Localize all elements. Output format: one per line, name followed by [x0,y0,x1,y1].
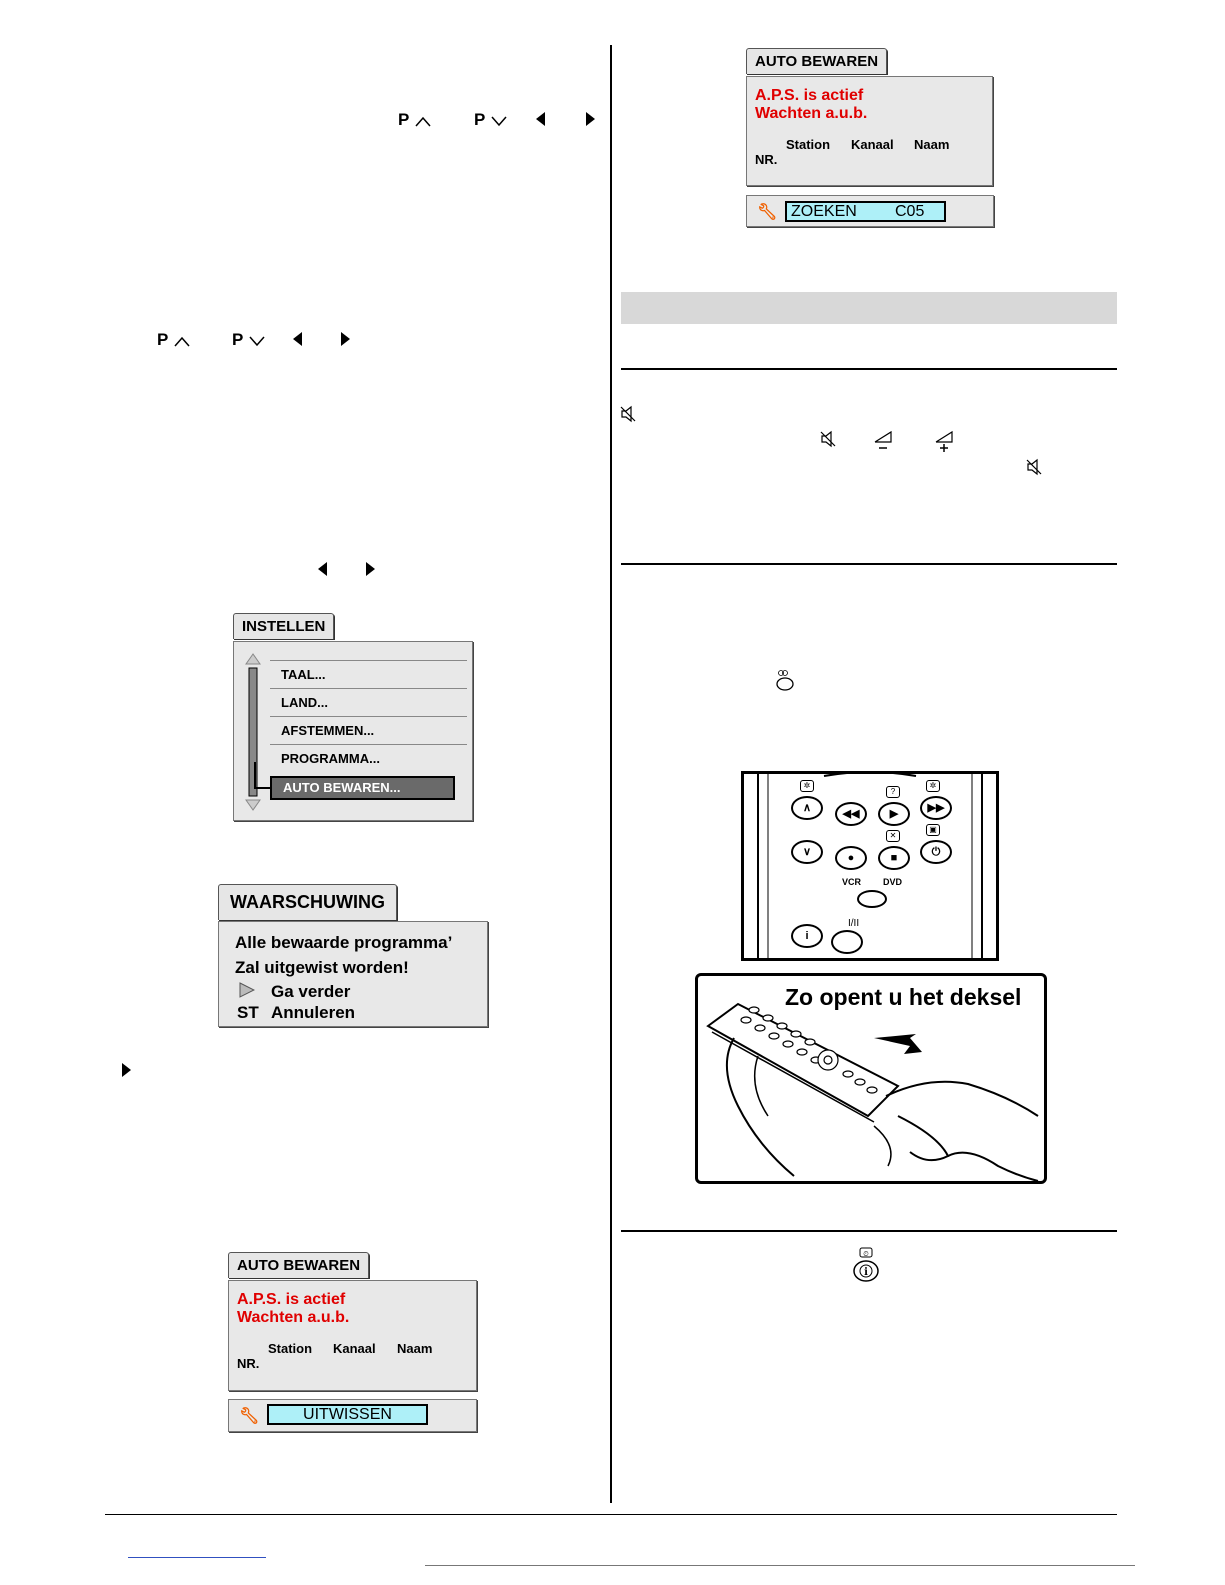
volume-up-icon [934,430,956,452]
col-kanaal: Kanaal [851,137,894,152]
channel-up-button: ∧ [791,796,823,820]
rule-2 [621,563,1117,565]
rewind-button: ◀◀ [835,802,867,826]
option-continue[interactable]: Ga verder [271,982,351,1001]
help-key-icon: ? [886,786,900,798]
auto-bewaren-tab-2: AUTO BEWAREN [228,1252,369,1278]
dvd-label: DVD [883,877,903,887]
instellen-tab: INSTELLEN [233,613,334,639]
dual-sound-button-icon [774,670,796,692]
menu-item-auto-bewaren[interactable]: AUTO BEWAREN... [270,776,455,800]
rule-1 [621,368,1117,370]
vcr-label: VCR [842,877,862,887]
svg-text:i: i [864,1267,868,1278]
arrow-right-icon [122,1063,132,1077]
arrow-right-icon [341,332,351,346]
small-key-icon: ▣ [926,824,940,836]
selection-connector [252,762,272,792]
dual-label: I/II [848,918,860,929]
status-bar-1 [746,195,994,227]
vcr-dvd-switch [857,890,887,908]
p-down-symbol: P [474,110,508,130]
arrow-left-icon [318,562,328,576]
menu-item-programma[interactable]: PROGRAMMA... [270,744,467,773]
mute-icon [1026,458,1042,476]
status-zoeken [785,201,946,222]
info-button-icon [852,1247,880,1283]
wait-msg: Wachten a.u.b. [237,1309,350,1326]
status-zoeken-label: ZOEKEN [791,203,857,220]
chevron-down-icon [248,335,266,347]
remote-outline [744,774,996,958]
instellen-menu [233,641,473,821]
col-nr: NR. [237,1356,260,1371]
col-naam: Naam [397,1341,433,1356]
info-button: i [791,924,823,948]
section-header-band [621,292,1117,324]
chevron-down-icon [490,115,508,127]
power-button: ⏻ [920,840,952,864]
mute-icon [820,430,836,448]
channel-down-button: ∨ [791,840,823,864]
auto-bewaren-panel-1 [746,76,993,186]
volume-down-icon [873,430,895,452]
arrow-right-icon [586,112,596,126]
menu-item-taal[interactable]: TAAL... [270,660,467,689]
chevron-up-icon [414,115,432,127]
footer-link-line [128,1557,266,1558]
rule-3 [621,1230,1117,1232]
wrench-icon: 🔧︎ [757,204,778,221]
status-channel: C05 [895,203,925,220]
col-naam: Naam [914,137,950,152]
column-divider [610,45,612,1503]
option-cancel[interactable]: Annuleren [271,1003,356,1022]
col-station: Station [786,137,831,152]
option-st-key: ST [237,1003,259,1022]
menu-item-afstemmen[interactable]: AFSTEMMEN... [270,716,467,745]
cover-caption: Zo opent u het deksel [785,984,1022,1010]
col-nr: NR. [755,152,778,167]
p-up-symbol-2: P [157,330,191,350]
arrow-right-icon [366,562,376,576]
aps-active-msg: A.P.S. is actief [237,1291,346,1308]
small-key-icon: ✲ [926,780,940,792]
col-kanaal: Kanaal [333,1341,376,1356]
stop-button: ■ [878,846,910,870]
status-bar-2 [228,1399,477,1432]
svg-text:⏲: ⏲ [863,1250,869,1258]
aps-active-msg: A.P.S. is actief [755,87,864,104]
auto-bewaren-panel-2 [228,1280,477,1391]
warning-line-1: Alle bewaarde programma’ [235,933,453,952]
warning-tab: WAARSCHUWING [218,884,397,920]
arrow-left-icon [536,112,546,126]
auto-bewaren-tab-1: AUTO BEWAREN [746,48,887,74]
wrench-icon: 🔧︎ [239,1408,260,1425]
warning-line-2: Zal uitgewist worden! [235,958,409,977]
p-down-symbol-2: P [232,330,266,350]
cancel-key-icon: ✕ [886,830,900,842]
footer-bottom-line [425,1565,1135,1566]
dual-sound-button [831,930,863,954]
status-uitwissen: UITWISSEN [267,1404,428,1425]
record-button: ● [835,846,867,870]
play-arrow-icon [239,982,255,998]
fast-forward-button: ▶▶ [920,796,952,820]
menu-item-land[interactable]: LAND... [270,688,467,717]
wait-msg: Wachten a.u.b. [755,105,868,122]
footer-rule [105,1514,1117,1515]
small-key-icon: ✲ [800,780,814,792]
warning-dialog [218,921,488,1027]
remote-control-figure [741,771,999,961]
p-up-symbol: P [398,110,432,130]
arrow-left-icon [293,332,303,346]
cover-opening-figure [695,973,1047,1184]
col-station: Station [268,1341,313,1356]
play-button: ▶ [878,802,910,826]
chevron-up-icon [173,335,191,347]
mute-icon [620,405,636,423]
hands-remote-illustration [698,976,1044,1181]
